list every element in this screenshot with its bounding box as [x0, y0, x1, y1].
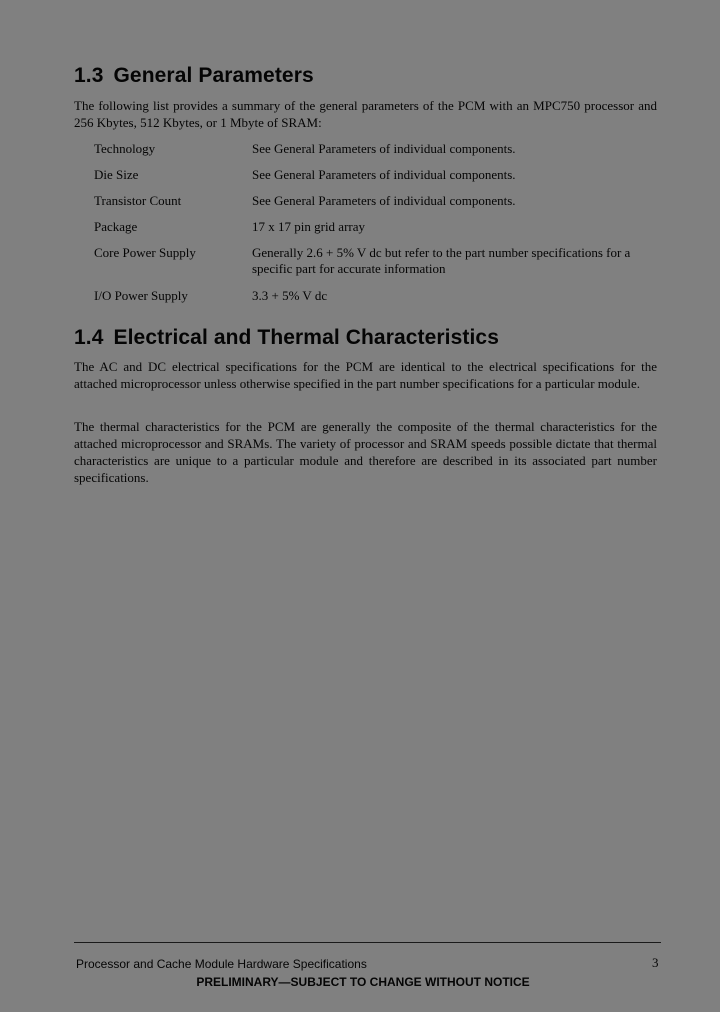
parameter-value: See General Parameters of individual components.: [252, 141, 516, 156]
parameter-label: I/O Power Supply: [94, 288, 188, 303]
section-number: 1.4: [74, 326, 104, 349]
section-title: General Parameters: [113, 64, 314, 87]
general-parameters-list: [94, 139, 654, 312]
parameter-row: [94, 191, 654, 217]
section-heading-1-4: [74, 326, 499, 350]
parameter-row: [94, 217, 654, 243]
footer-preliminary-notice: PRELIMINARY—SUBJECT TO CHANGE WITHOUT NOTICE: [196, 975, 530, 989]
parameter-label: Core Power Supply: [94, 245, 196, 260]
section-1-4-paragraph-1: The AC and DC electrical specifications for the PCM are identical to the electrical specifications for the attached microprocessor unless otherwise specified in the part number specifications for a particular module.: [74, 359, 657, 391]
parameter-value: 17 x 17 pin grid array: [252, 219, 366, 234]
parameter-label: Transistor Count: [94, 193, 182, 208]
parameter-row: [94, 243, 654, 286]
parameter-value: See General Parameters of individual components.: [252, 167, 516, 182]
parameter-value: See General Parameters of individual components.: [252, 193, 516, 208]
section-heading-1-3: [74, 64, 314, 88]
footer-divider: [74, 942, 661, 943]
footer-page-number: 3: [652, 955, 659, 970]
parameter-label: Die Size: [94, 167, 139, 182]
parameter-value: Generally 2.6 + 5% V dc but refer to the part number specifications for a specific part for accurate information: [252, 245, 631, 276]
footer-document-title: Processor and Cache Module Hardware Specifications: [76, 957, 367, 971]
parameter-row: [94, 139, 654, 165]
parameter-label: Package: [94, 219, 138, 234]
parameter-row: [94, 286, 654, 312]
section-number: 1.3: [74, 64, 104, 87]
section-title: Electrical and Thermal Characteristics: [113, 326, 499, 349]
parameter-label: Technology: [94, 141, 156, 156]
parameter-row: [94, 165, 654, 191]
parameter-value: 3.3 + 5% V dc: [252, 288, 328, 303]
section-1-4-paragraph-2: The thermal characteristics for the PCM are generally the composite of the thermal characteristics for the attached microprocessor and SRAMs. The variety of processor and SRAM speeds possible dictate that thermal characteristics are unique to a particular module and therefore are described in its associated part number specifications.: [74, 419, 657, 485]
section-1-3-intro: The following list provides a summary of the general parameters of the PCM with an MPC750 processor and 256 Kbytes, 512 Kbytes, or 1 Mbyte of SRAM:: [74, 98, 657, 130]
